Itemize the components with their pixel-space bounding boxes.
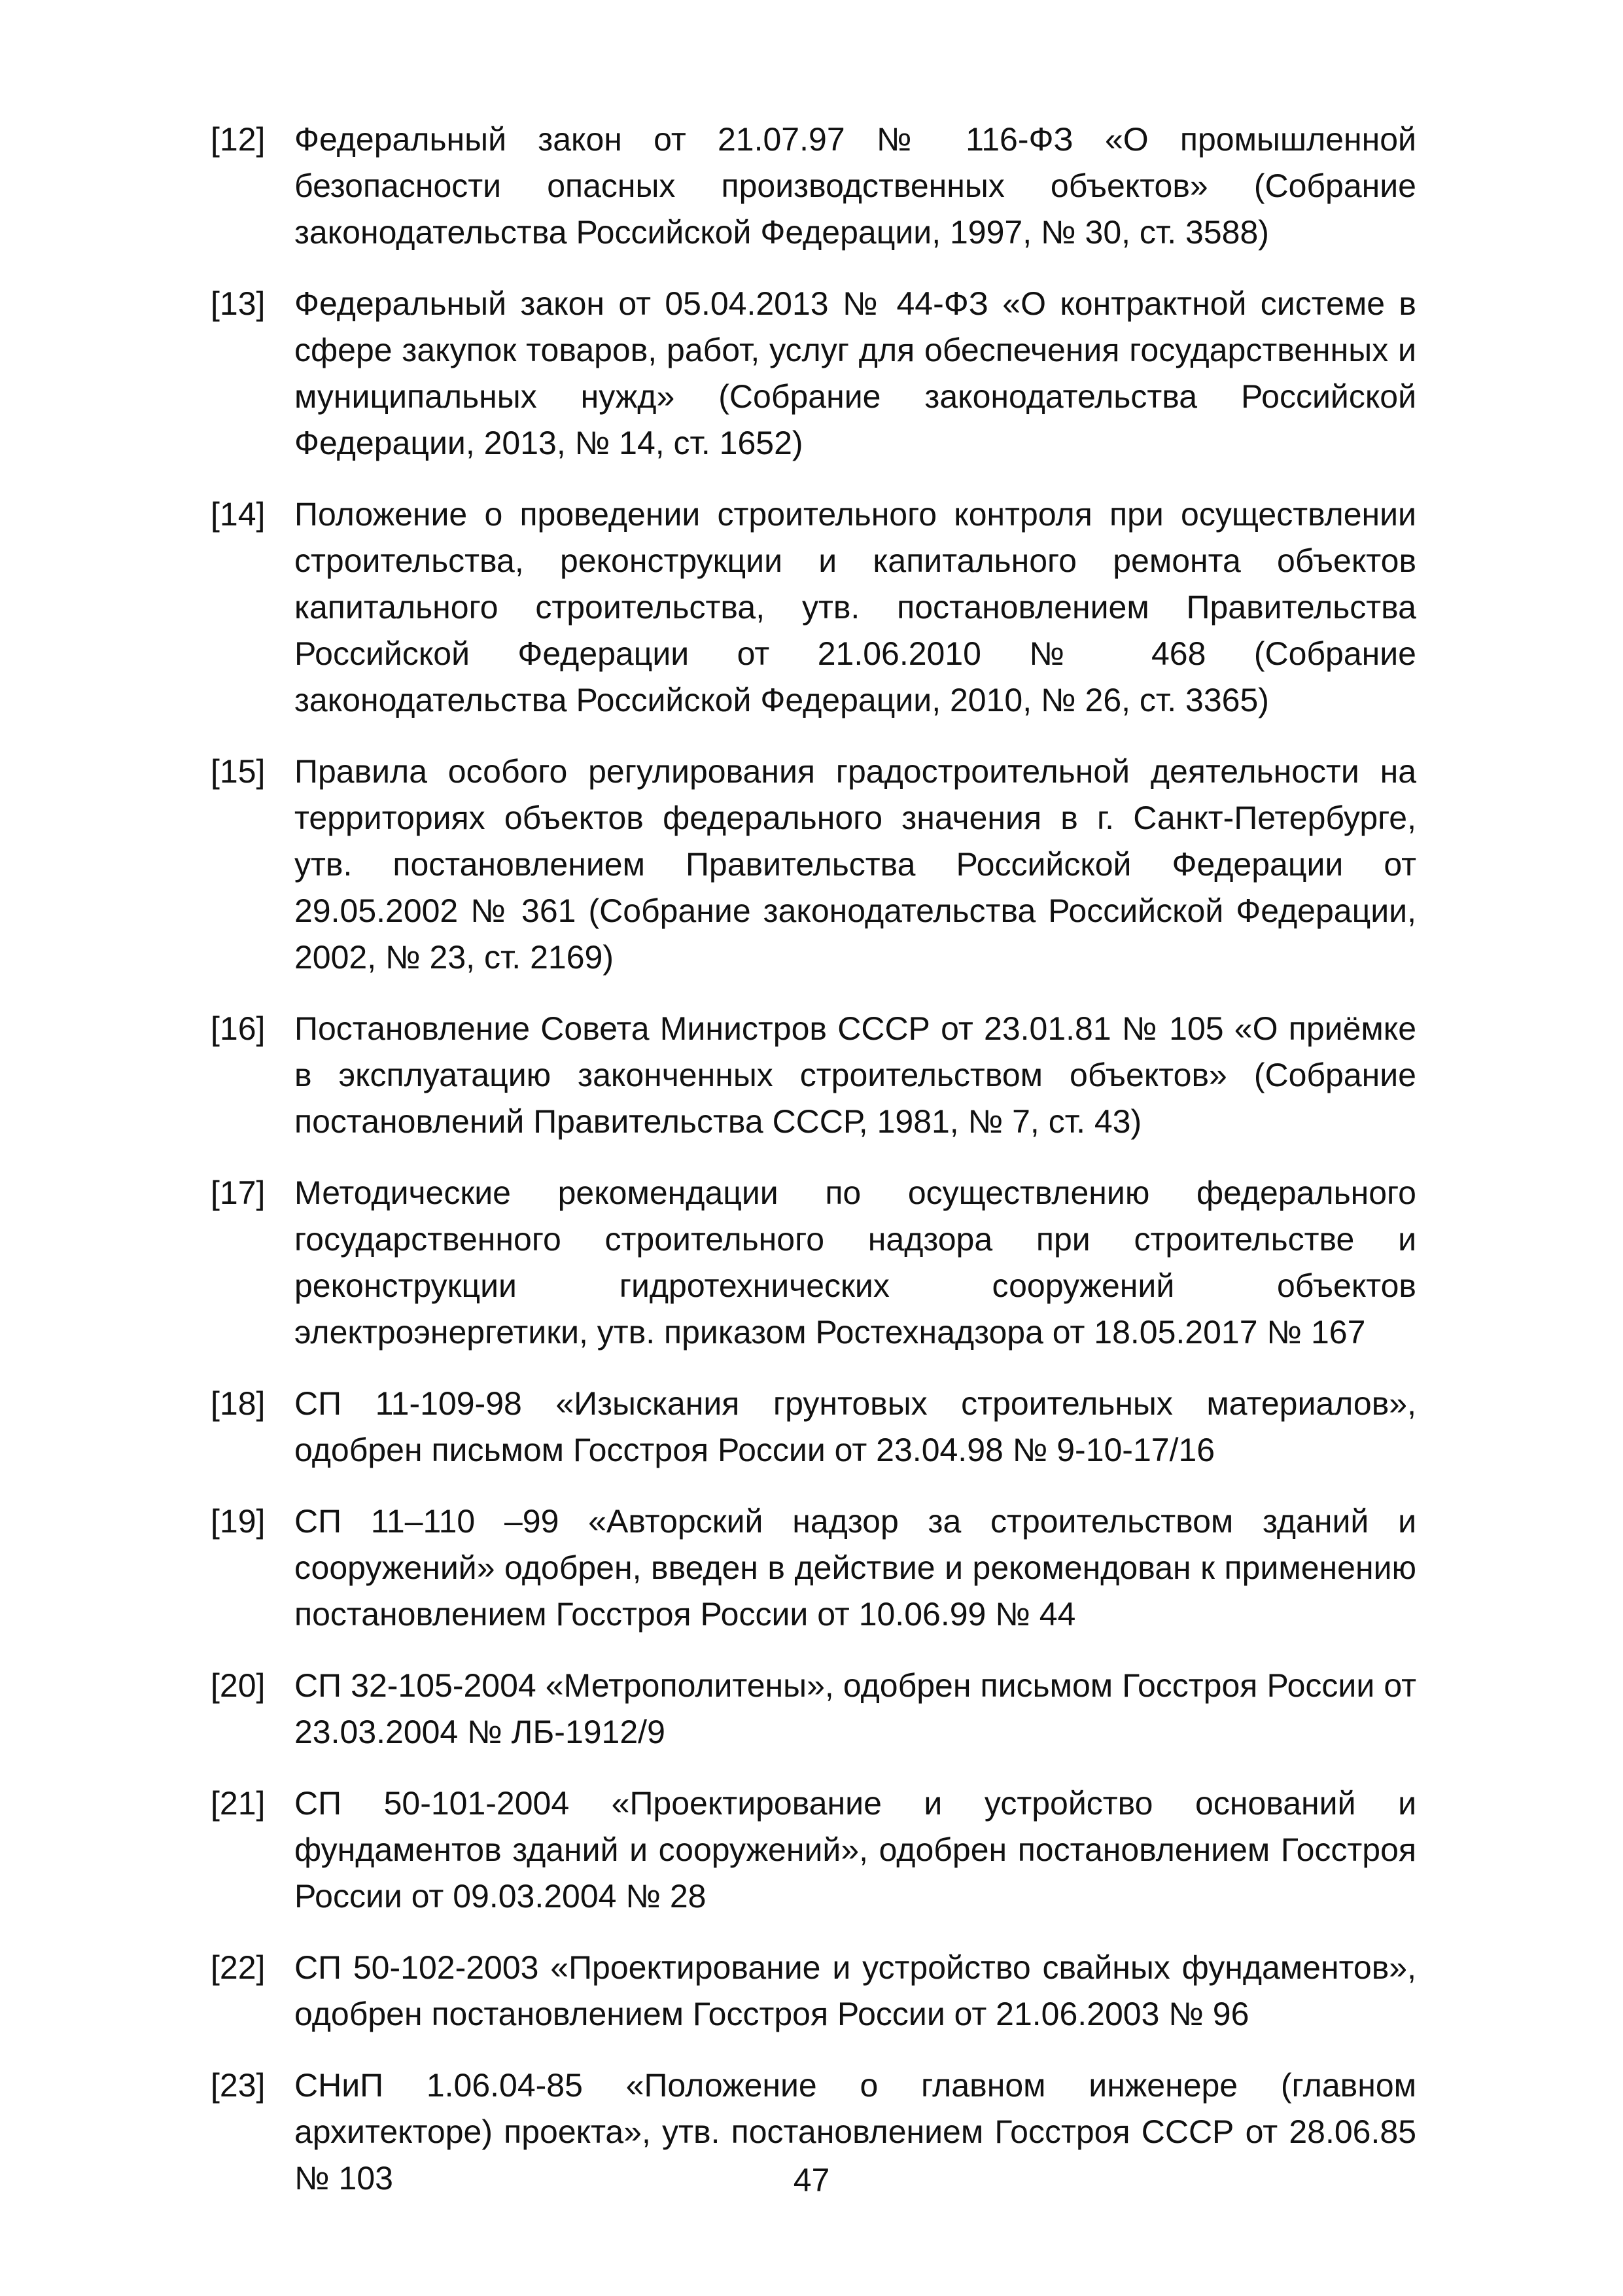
reference-text: Постановление Совета Министров СССР от 23.01.81 № 105 «О приёмке в эксплуатацию законченных строительством объектов» (Собрание постановлений Правительства СССР, 1981, № 7, ст. 43) (294, 1010, 1416, 1140)
reference-number: [23] (211, 2067, 266, 2104)
reference-number: [16] (211, 1010, 266, 1047)
reference-number: [18] (211, 1385, 266, 1422)
reference-number: [13] (211, 285, 266, 322)
reference-item (211, 749, 1416, 981)
reference-number: [21] (211, 1785, 266, 1822)
reference-item (211, 1663, 1416, 1756)
page-number: 47 (793, 2162, 830, 2199)
reference-item (211, 116, 1416, 256)
reference-item (211, 281, 1416, 467)
reference-text: Правила особого регулирования градостроительной деятельности на территориях объектов федерального значения в г. Санкт-Петербурге, утв. постановлением Правительства Российской Федерации от 29.05.2002 № 361 (Собрание законодательства Российской Федерации, 2002, № 23, ст. 2169) (294, 753, 1416, 976)
reference-number: [15] (211, 753, 266, 790)
reference-text: СП 50-102-2003 «Проектирование и устройство свайных фундаментов», одобрен постановлением Госстроя России от 21.06.2003 № 96 (294, 1949, 1416, 2032)
reference-number: [17] (211, 1174, 266, 1211)
bibliography-list (211, 116, 1416, 2227)
reference-text: СП 32-105-2004 «Метрополитены», одобрен письмом Госстроя России от 23.03.2004 № ЛБ-1912/9 (294, 1667, 1416, 1750)
reference-text: Методические рекомендации по осуществлению федерального государственного строительного надзора при строительстве и реконструкции гидротехнических сооружений объектов электроэнергетики, утв. приказом Ростехнадзора от 18.05.2017 № 167 (294, 1174, 1416, 1351)
reference-item (211, 1006, 1416, 1145)
reference-number: [12] (211, 121, 266, 158)
reference-item (211, 1780, 1416, 1920)
reference-text: СП 11-109-98 «Изыскания грунтовых строительных материалов», одобрен письмом Госстроя России от 23.04.98 № 9-10-17/16 (294, 1385, 1416, 1468)
reference-text: СП 50-101-2004 «Проектирование и устройство оснований и фундаментов зданий и сооружений», одобрен постановлением Госстроя России от 09.03.2004 № 28 (294, 1785, 1416, 1915)
reference-item (211, 491, 1416, 724)
reference-text: Положение о проведении строительного контроля при осуществлении строительства, реконструкции и капитального ремонта объектов капитального строительства, утв. постановлением Правительства Российской Федерации от 21.06.2010 № 468 (Собрание законодательства Российской Федерации, 2010, № 26, ст. 3365) (294, 496, 1416, 718)
reference-item (211, 1945, 1416, 2038)
reference-item (211, 1170, 1416, 1356)
reference-item (211, 1381, 1416, 1474)
reference-number: [14] (211, 496, 266, 533)
reference-text: Федеральный закон от 05.04.2013 № 44-ФЗ «О контрактной системе в сфере закупок товаров, работ, услуг для обеспечения государственных и муниципальных нужд» (Собрание законодательства Российской Федерации, 2013, № 14, ст. 1652) (294, 285, 1416, 461)
reference-number: [22] (211, 1949, 266, 1986)
reference-item (211, 1498, 1416, 1638)
reference-text: Федеральный закон от 21.07.97 № 116-ФЗ «О промышленной безопасности опасных производственных объектов» (Собрание законодательства Российской Федерации, 1997, № 30, ст. 3588) (294, 121, 1416, 251)
reference-text: СП 11–110 –99 «Авторский надзор за строительством зданий и сооружений» одобрен, введен в действие и рекомендован к применению постановлением Госстроя России от 10.06.99 № 44 (294, 1503, 1416, 1633)
reference-number: [20] (211, 1667, 266, 1704)
reference-text: СНиП 1.06.04-85 «Положение о главном инженере (главном архитекторе) проекта», утв. постановлением Госстроя СССР от 28.06.85 № 103 (294, 2067, 1416, 2197)
reference-number: [19] (211, 1503, 266, 1540)
